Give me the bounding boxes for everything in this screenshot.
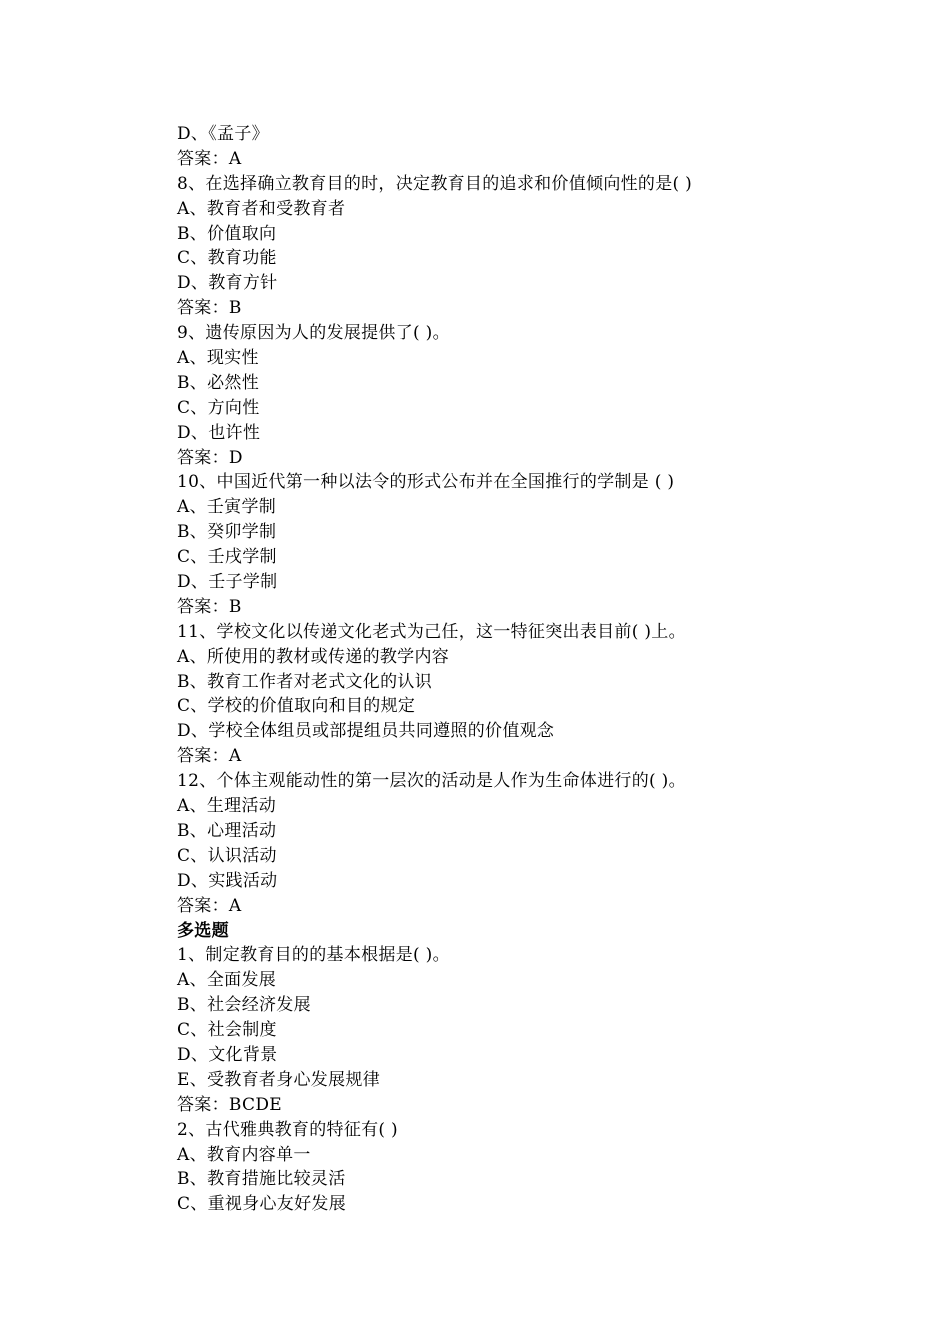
option-a: A、教育者和受教育者 <box>177 198 346 219</box>
option-b: B、社会经济发展 <box>177 995 311 1016</box>
option-a: A、生理活动 <box>177 796 277 817</box>
answer: 答案：BCDE <box>177 1094 282 1115</box>
option-d: D、教育方针 <box>177 273 278 294</box>
option-c: C、认识活动 <box>177 845 277 866</box>
option-c: C、方向性 <box>177 397 260 418</box>
option-c: C、学校的价值取向和目的规定 <box>177 696 416 717</box>
question-11: 11、学校文化以传递文化老式为己任，这一特征突出表目前( )上。 <box>177 621 686 642</box>
answer: 答案：B <box>177 596 242 617</box>
answer: 答案：A <box>177 895 242 916</box>
option-d: D、学校全体组员或部提组员共同遵照的价值观念 <box>177 721 555 742</box>
multi-question-2: 2、古代雅典教育的特征有( ) <box>177 1119 398 1140</box>
option-d: D、文化背景 <box>177 1044 278 1065</box>
section-heading: 多选题 <box>177 920 229 941</box>
answer: 答案：B <box>177 298 242 319</box>
option-b: B、教育措施比较灵活 <box>177 1169 346 1190</box>
answer: 答案：A <box>177 148 242 169</box>
option-c: C、壬戌学制 <box>177 547 277 568</box>
option-a: A、壬寅学制 <box>177 497 277 518</box>
option-a: A、现实性 <box>177 348 259 369</box>
option-a: A、教育内容单一 <box>177 1144 311 1165</box>
option-a: A、所使用的教材或传递的教学内容 <box>177 646 450 667</box>
question-8: 8、在选择确立教育目的时，决定教育目的追求和价值倾向性的是( ) <box>177 173 693 194</box>
option-d: D、也许性 <box>177 422 261 443</box>
answer: 答案：A <box>177 746 242 767</box>
option-c: C、教育功能 <box>177 248 277 269</box>
question-10: 10、中国近代第一种以法令的形式公布并在全国推行的学制是 ( ) <box>177 472 675 493</box>
option-e: E、受教育者身心发展规律 <box>177 1069 381 1090</box>
document-page <box>177 122 877 1217</box>
option-b: B、癸卯学制 <box>177 522 277 543</box>
option-b: B、教育工作者对老式文化的认识 <box>177 671 432 692</box>
option-a: A、全面发展 <box>177 970 277 991</box>
option-d: D、实践活动 <box>177 870 278 891</box>
option-c: C、社会制度 <box>177 1020 277 1041</box>
option-b: B、必然性 <box>177 372 259 393</box>
question-9: 9、遗传原因为人的发展提供了( )。 <box>177 323 450 344</box>
option-d: D、《孟子》 <box>177 124 269 144</box>
question-12: 12、个体主观能动性的第一层次的活动是人作为生命体进行的( )。 <box>177 771 686 792</box>
option-c: C、重视身心友好发展 <box>177 1194 347 1215</box>
option-d: D、壬子学制 <box>177 572 278 593</box>
option-b: B、价值取向 <box>177 223 277 244</box>
answer: 答案：D <box>177 447 243 468</box>
multi-question-1: 1、制定教育目的的基本根据是( )。 <box>177 945 450 966</box>
option-b: B、心理活动 <box>177 820 277 841</box>
